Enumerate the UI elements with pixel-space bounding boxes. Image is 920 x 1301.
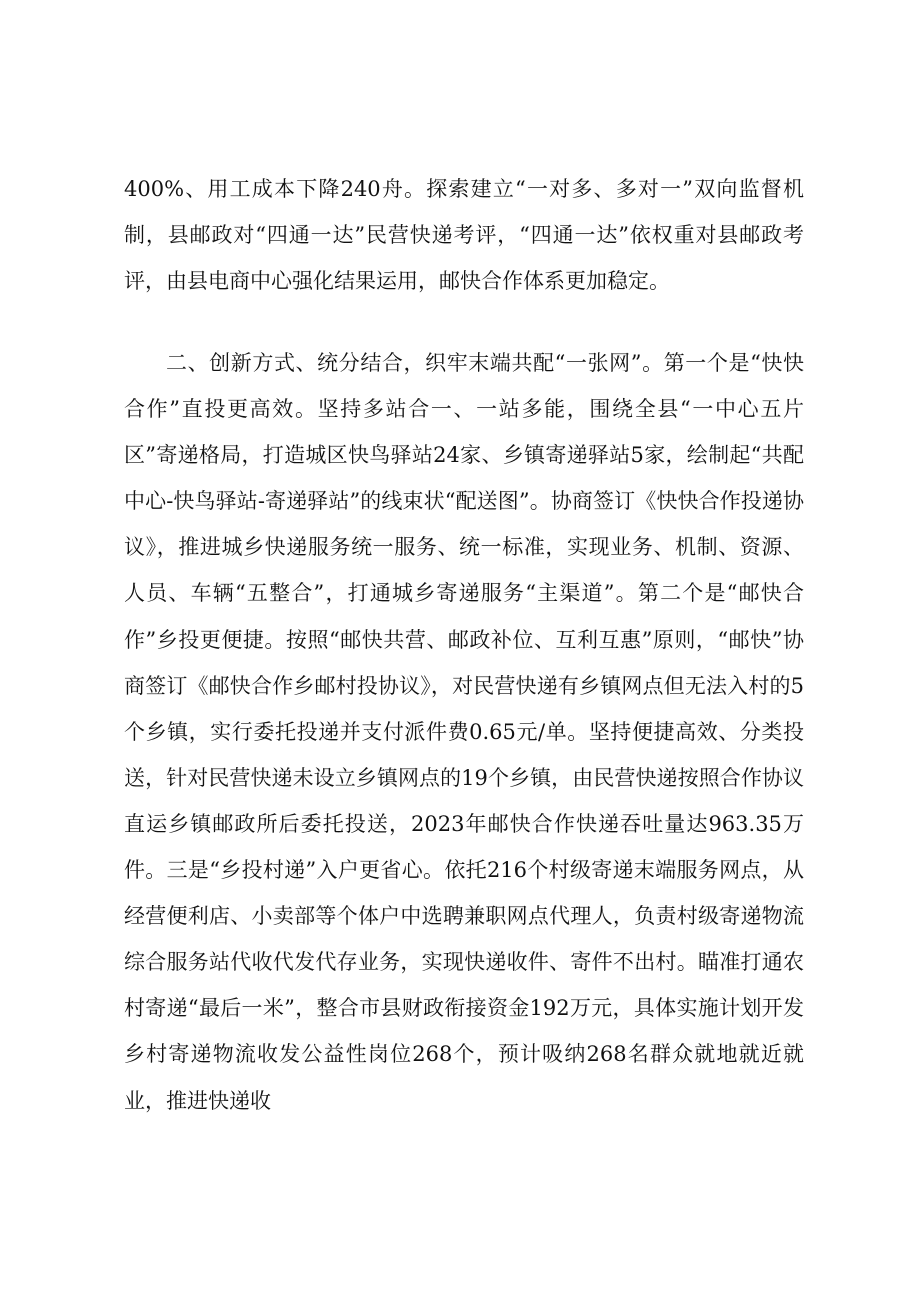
paragraph-2: 二、创新方式、统分结合，织牢末端共配“一张网”。第一个是“快快合作”直投更高效。坚持多站合一、一站多能，围绕全县“一中心五片区”寄递格局，打造城区快鸟驿站24家、乡镇寄递驿站5家，绘制起“共配中心-快鸟驿站-寄递驿站”的线束状“配送图”。协商签订《快快合作投递协议》，推进城乡快递服务统一服务、统一标准，实现业务、机制、资源、人员、车辆“五整合”，打通城乡寄递服务“主渠道”。第二个是“邮快合作”乡投更便捷。按照“邮快共营、邮政补位、互利互惠”原则，“邮快”协商签订《邮快合作乡邮村投协议》，对民营快递有乡镇网点但无法入村的5个乡镇，实行委托投递并支付派件费0.65元/单。坚持便捷高效、分类投送，针对民营快递未设立乡镇网点的19个乡镇，由民营快递按照合作协议直运乡镇邮政所后委托投送，2023年邮快合作快递吞吐量达963.35万件。三是“乡投村递”入户更省心。依托216个村级寄递末端服务网点，从经营便利店、小卖部等个体户中选聘兼职网点代理人，负责村级寄递物流综合服务站代收代发代存业务，实现快递收件、寄件不出村。瞄准打通农村寄递“最后一米”，整合市县财政衔接资金192万元，具体实施计划开发乡村寄递物流收发公益性岗位268个，预计吸纳268名群众就地就近就业，推进快递收 xyxy=(124,351,804,1113)
paragraph-1: 400%、用工成本下降240舟。探索建立“一对多、多对一”双向监督机制，县邮政对“四通一达”民营快递考评，“四通一达”依权重对县邮政考评，由县电商中心强化结果运用，邮快合作体系更加稳定。 xyxy=(124,177,804,294)
